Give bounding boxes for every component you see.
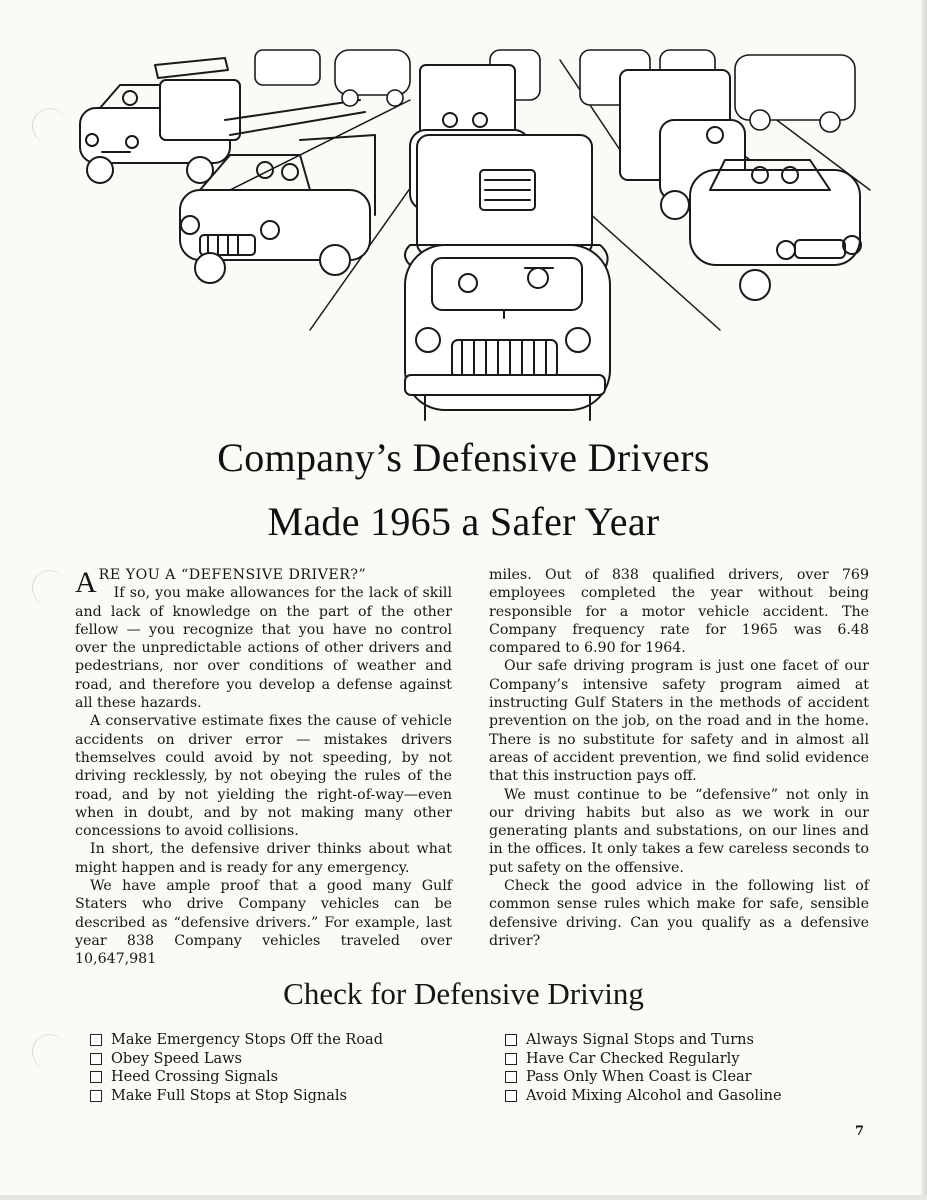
checklist-item	[90, 1068, 383, 1087]
checklist-left	[90, 1031, 383, 1105]
article-paragraph-2: A conservative estimate fixes the cause of vehicle accidents on driver error — mistakes drivers themselves could avoid by not speeding, by not driving recklessly, by not obeying the rules of the road, and by not yielding the right-of-way—even when in doubt, and by not making many other concessions to avoid collisions.	[75, 713, 452, 840]
checkbox[interactable]	[505, 1090, 517, 1102]
punch-hole-bottom	[32, 1034, 67, 1069]
checklist-item	[505, 1050, 782, 1069]
checklist-title: Check for Defensive Driving	[283, 976, 644, 1011]
checklist-item-label: Make Full Stops at Stop Signals	[111, 1087, 347, 1104]
checklist-item-label: Pass Only When Coast is Clear	[526, 1069, 752, 1085]
page-bottom-rule	[0, 1195, 927, 1200]
article-paragraph-1: If so, you make allowances for the lack of skill and lack of knowledge on the part of the other fellow — you recognize that you have no control over the unpredictable actions of other drivers and pedestrians, nor over conditions of weather and road, and therefore you develop a defense against all these hazards.	[75, 585, 452, 712]
checklist-item	[90, 1050, 383, 1069]
checklist-item-label: Avoid Mixing Alcohol and Gasoline	[526, 1087, 782, 1104]
checklist-item-label: Always Signal Stops and Turns	[526, 1032, 754, 1048]
drop-cap: A	[75, 566, 97, 599]
article-paragraph-8: Check the good advice in the following list of common sense rules which make for safe, sensible defensive driving. Can you qualify as a defensive driver?	[489, 878, 869, 949]
article-column-left	[75, 566, 452, 969]
checkbox[interactable]	[90, 1071, 102, 1083]
checkbox[interactable]	[90, 1053, 102, 1065]
checklist-item-label: Have Car Checked Regularly	[526, 1050, 740, 1067]
page-edge-shadow	[921, 0, 927, 1200]
article-column-right	[489, 566, 869, 950]
article-paragraph-5: miles. Out of 838 qualified drivers, over 769 employees completed the year without being responsible for a motor vehicle accident. The Company frequency rate for 1965 was 6.48 compared to 6.90 for 1964.	[489, 567, 869, 657]
checkbox[interactable]	[505, 1034, 517, 1046]
article-paragraph-7: We must continue to be “defensive” not only in our driving habits but also as we work in our generating plants and substations, on our lines and in the offices. It only takes a few careless seconds to put safety on the offensive.	[489, 786, 869, 876]
checkbox[interactable]	[90, 1090, 102, 1102]
article-lead-text: RE YOU A “DEFENSIVE DRIVER?”	[98, 567, 367, 583]
checklist-item	[505, 1031, 782, 1050]
checklist-item	[505, 1068, 782, 1087]
traffic-trucks-cars-illustration	[60, 40, 880, 430]
checklist-item-label: Heed Crossing Signals	[111, 1069, 279, 1085]
headline-line-1: Company’s Defensive Drivers	[217, 435, 710, 480]
checklist-right	[505, 1031, 782, 1105]
checklist-item	[505, 1087, 782, 1106]
checkbox[interactable]	[505, 1071, 517, 1083]
page-number: 7	[855, 1124, 865, 1139]
punch-hole-middle	[32, 570, 67, 605]
article-lead	[75, 566, 452, 599]
checklist-item	[90, 1031, 383, 1050]
headline-line-2: Made 1965 a Safer Year	[267, 499, 660, 544]
article-paragraph-4: We have ample proof that a good many Gulf Staters who drive Company vehicles can be described as “defensive drivers.” For example, last year 838 Company vehicles traveled over 10,647,981	[75, 878, 452, 968]
article-paragraph-3: In short, the defensive driver thinks about what might happen and is ready for any emergency.	[75, 841, 452, 876]
article-paragraph-6: Our safe driving program is just one facet of our Company’s intensive safety program aimed at instructing Gulf Staters in the methods of accident prevention on the job, on the road and in the home. There is no substitute for safety and in almost all areas of accident prevention, we find solid evidence that this instruction pays off.	[489, 658, 869, 785]
checkbox[interactable]	[90, 1034, 102, 1046]
checklist-item-label: Make Emergency Stops Off the Road	[111, 1032, 383, 1048]
checkbox[interactable]	[505, 1053, 517, 1065]
checklist-item-label: Obey Speed Laws	[111, 1050, 242, 1067]
checklist-item	[90, 1087, 383, 1106]
